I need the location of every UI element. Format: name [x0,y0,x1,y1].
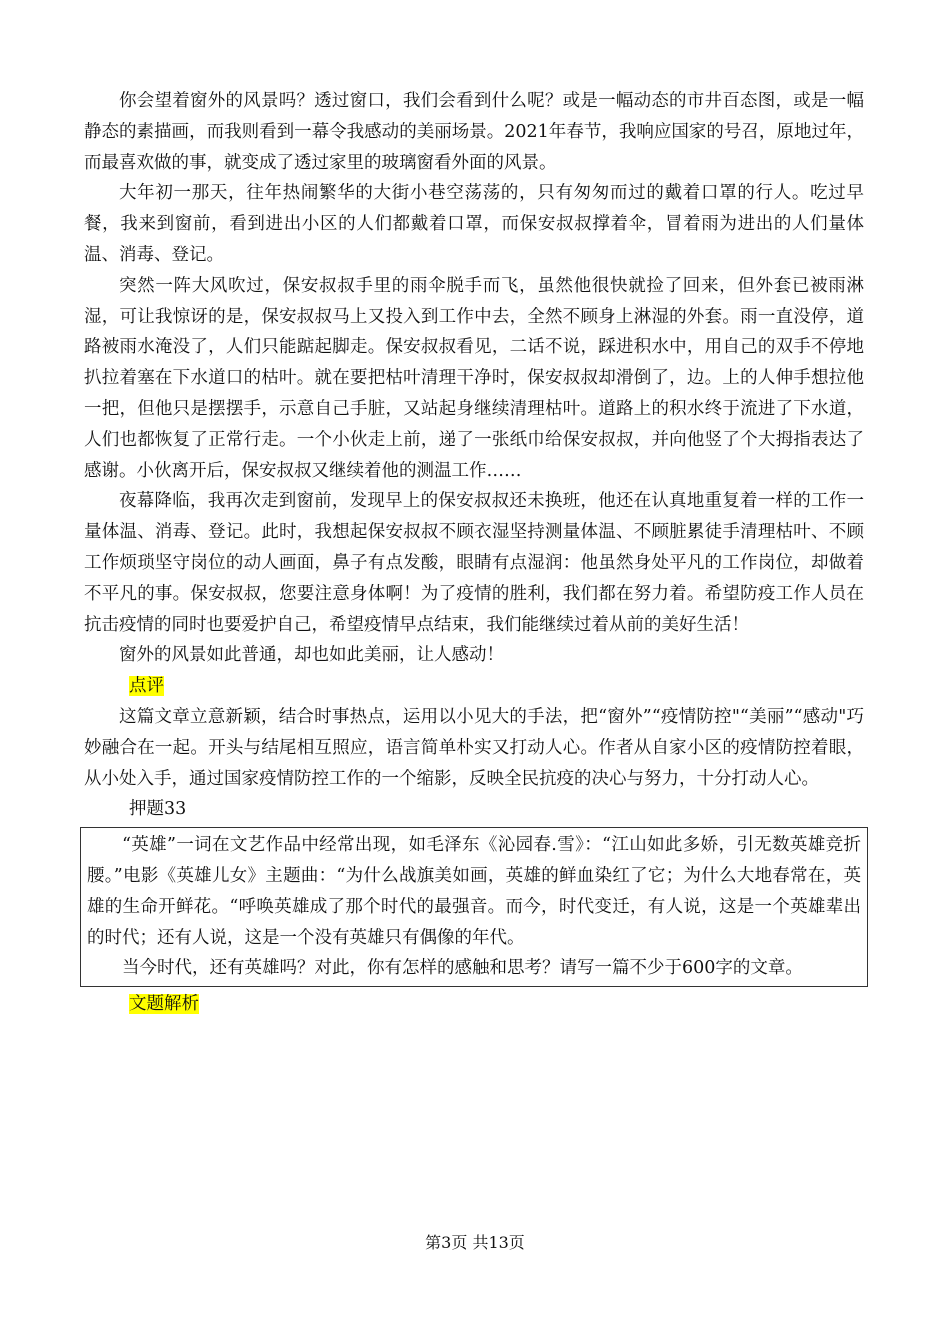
essay-paragraph-4: 夜幕降临，我再次走到窗前，发现早上的保安叔叔还未换班，他还在认真地重复着一样的工作一量体温、消毒、登记。此时，我想起保安叔叔不顾衣湿坚持测量体温、不顾脏累徒手清理枯叶、不顾工作烦琐坚守岗位的动人画面，鼻子有点发酸，眼睛有点湿润：他虽然身处平凡的工作岗位，却做着不平凡的事。保安叔叔，您要注意身体啊！为了疫情的胜利，我们都在努力着。希望防疫工作人员在抗击疫情的同时也要爱护自己，希望疫情早点结束，我们能继续过着从前的美好生活！ [84,491,864,635]
analysis-heading-text: 文题解析 [129,994,199,1015]
prompt-paragraph-1: “英雄”一词在文艺作品中经常出现，如毛泽东《沁园春.雪》：“江山如此多娇，引无数英雄竞折腰。”电影《英雄儿女》主题曲：“为什么战旗美如画，英雄的鲜血染红了它；为什么大地春常在，英雄的生命开鲜花。“呼唤英雄成了那个时代的最强音。而今，时代变迁，有人说，这是一个英雄辈出的时代；还有人说，这是一个没有英雄只有偶像的年代。 [87,835,861,948]
prompt-paragraph-2: 当今时代，还有英雄吗？对此，你有怎样的感触和思考？请写一篇不少于600字的文章。 [122,958,803,979]
essay-paragraph-5: 窗外的风景如此普通，却也如此美丽，让人感动！ [119,645,504,666]
prompt-box [80,827,868,987]
essay-paragraph-1: 你会望着窗外的风景吗？透过窗口，我们会看到什么呢？或是一幅动态的市井百态图，或是一幅静态的素描画，而我则看到一幕令我感动的美丽场景。2021年春节，我响应国家的号召，原地过年，而最喜欢做的事，就变成了透过家里的玻璃窗看外面的风景。 [84,91,864,173]
essay-paragraph-2: 大年初一那天，往年热闹繁华的大街小巷空荡荡的，只有匆匆而过的戴着口罩的行人。吃过早餐，我来到窗前，看到进出小区的人们都戴着口罩，而保安叔叔撑着伞，冒着雨为进出的人们量体温、消毒、登记。 [84,183,864,265]
essay-paragraph-3: 突然一阵大风吹过，保安叔叔手里的雨伞脱手而飞，虽然他很快就捡了回来，但外套已被雨淋湿，可让我惊讶的是，保安叔叔马上又投入到工作中去，全然不顾身上淋湿的外套。雨一直没停，道路被雨水淹没了，人们只能踮起脚走。保安叔叔看见，二话不说，踩进积水中，用自己的双手不停地扒拉着塞在下水道口的枯叶。就在要把枯叶清理干净时，保安叔叔却滑倒了，边。上的人伸手想拉他一把，但他只是摆摆手，示意自己手脏，又站起身继续清理枯叶。道路上的积水终于流进了下水道，人们也都恢复了正常行走。一个小伙走上前，递了一张纸巾给保安叔叔，并向他竖了个大拇指表达了感谢。小伙离开后，保安叔叔又继续着他的测温工作…… [84,275,864,481]
analysis-heading [84,989,864,1020]
document-body [84,86,864,1020]
prompt-heading: 押题33 [129,799,187,820]
comment-heading [84,671,864,702]
page-footer: 第3页 共13页 [425,1233,525,1252]
comment-text: 这篇文章立意新颖，结合时事热点，运用以小见大的手法，把“窗外”“疫情防控"“美丽”“感动"巧妙融合在一起。开头与结尾相互照应，语言简单朴实又打动人心。作者从自家小区的疫情防控着眼，从小处入手，通过国家疫情防控工作的一个缩影，反映全民抗疫的决心与努力，十分打动人心。 [84,706,864,789]
comment-heading-text: 点评 [129,676,164,697]
